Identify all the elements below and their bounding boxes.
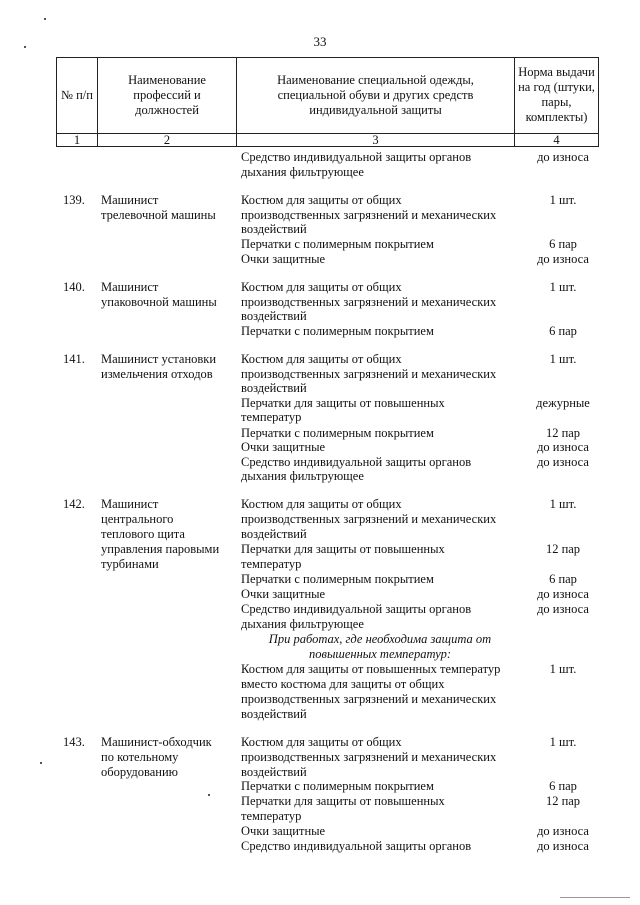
col-number-1: 1 [73, 133, 81, 147]
header-col-profession: Наименование профессий и должностей [128, 72, 206, 117]
row-number: 143. [63, 735, 85, 749]
norm-value: 12 пар [545, 542, 581, 556]
item-line: Очки защитные [241, 440, 326, 454]
item-line: Средство индивидуальной защиты органов [241, 455, 472, 469]
item-line: Перчатки для защиты от повышенных [241, 542, 445, 556]
item-line: Очки защитные [241, 824, 326, 838]
col-number-4: 4 [553, 133, 560, 147]
header-divider [598, 57, 599, 147]
norm-value: 6 пар [549, 237, 577, 251]
profession-line: турбинами [101, 557, 159, 571]
scan-speck [208, 794, 210, 796]
scan-speck [24, 46, 26, 48]
item-line: Средство индивидуальной защиты органов [241, 602, 472, 616]
scan-line [560, 897, 630, 898]
item-line: Перчатки с полимерным покрытием [241, 572, 434, 586]
norm-value: 1 шт. [549, 735, 577, 749]
item-line: Костюм для защиты от общих [241, 735, 402, 749]
profession-line: измельчения отходов [101, 367, 213, 381]
norm-value: 6 пар [549, 324, 577, 338]
item-line: Перчатки с полимерным покрытием [241, 779, 434, 793]
item-line: дыхания фильтрующее [241, 617, 364, 631]
item-line: Средство индивидуальной защиты органов [241, 150, 472, 164]
header-col-number: № п/п [61, 87, 93, 102]
norm-value: 12 пар [545, 426, 581, 440]
norm-value: 6 пар [549, 572, 577, 586]
item-line: Костюм для защиты от общих [241, 193, 402, 207]
item-line: Очки защитные [241, 587, 326, 601]
item-line: Костюм для защиты от общих [241, 352, 402, 366]
norm-value: 1 шт. [549, 280, 577, 294]
norm-value: до износа [537, 587, 589, 601]
norm-value: до износа [537, 150, 589, 164]
norm-value: до износа [537, 602, 589, 616]
item-line: Перчатки с полимерным покрытием [241, 426, 434, 440]
profession-line: трелевочной машины [101, 208, 216, 222]
header-col-norm: Норма выдачи на год (штуки, пары, комплекты) [518, 65, 595, 124]
row-number: 139. [63, 193, 85, 207]
page-number: 33 [313, 34, 327, 49]
profession-line: Машинист-обходчик [101, 735, 212, 749]
norm-value: до износа [537, 455, 589, 469]
profession-line: Машинист [101, 193, 159, 207]
item-line: производственных загрязнений и механических [241, 208, 497, 222]
header-col-items: Наименование специальной одежды, специальной обуви и других средств индивидуальной защиты [277, 72, 474, 117]
profession-line: по котельному [101, 750, 179, 764]
item-line: Костюм для защиты от общих [241, 280, 402, 294]
norm-value: до износа [537, 824, 589, 838]
item-line: воздействий [241, 707, 307, 721]
norm-value: до износа [537, 839, 589, 853]
item-line: температур [241, 809, 302, 823]
item-line: температур [241, 557, 302, 571]
item-line: температур [241, 410, 302, 424]
row-number: 142. [63, 497, 85, 511]
conditional-note: При работах, где необходима защита от повышенных температур: [268, 632, 492, 661]
item-line: вместо костюма для защиты от общих [241, 677, 445, 691]
norm-value: до износа [537, 252, 589, 266]
profession-line: упаковочной машины [101, 295, 217, 309]
table-header [56, 57, 599, 147]
norm-value: дежурные [536, 396, 590, 410]
item-line: Перчатки с полимерным покрытием [241, 237, 434, 251]
norm-value: 12 пар [545, 794, 581, 808]
scan-speck [44, 18, 46, 20]
item-line: дыхания фильтрующее [241, 165, 364, 179]
item-line: дыхания фильтрующее [241, 469, 364, 483]
col-number-3: 3 [372, 133, 379, 147]
col-number-2: 2 [163, 133, 171, 147]
item-line: воздействий [241, 222, 307, 236]
norm-value: 1 шт. [549, 662, 577, 676]
item-line: производственных загрязнений и механических [241, 692, 497, 706]
item-line: Средство индивидуальной защиты органов [241, 839, 472, 853]
item-line: Костюм для защиты от повышенных температур [241, 662, 501, 676]
norm-value: 1 шт. [549, 352, 577, 366]
item-line: Перчатки для защиты от повышенных [241, 396, 445, 410]
profession-line: теплового щита [101, 527, 185, 541]
item-line: Перчатки с полимерным покрытием [241, 324, 434, 338]
profession-line: Машинист установки [101, 352, 217, 366]
scan-speck [40, 762, 42, 764]
profession-line: оборудованию [101, 765, 179, 779]
item-line: производственных загрязнений и механических [241, 512, 497, 526]
item-line: производственных загрязнений и механических [241, 367, 497, 381]
profession-line: центрального [101, 512, 174, 526]
profession-line: управления паровыми [101, 542, 220, 556]
norm-value: 1 шт. [549, 497, 577, 511]
item-line: воздействий [241, 527, 307, 541]
item-line: производственных загрязнений и механических [241, 750, 497, 764]
row-number: 140. [63, 280, 85, 294]
norm-value: до износа [537, 440, 589, 454]
item-line: воздействий [241, 309, 307, 323]
profession-line: Машинист [101, 497, 159, 511]
item-line: Перчатки для защиты от повышенных [241, 794, 445, 808]
item-line: производственных загрязнений и механических [241, 295, 497, 309]
profession-line: Машинист [101, 280, 159, 294]
norm-value: 6 пар [549, 779, 577, 793]
item-line: воздействий [241, 381, 307, 395]
item-line: воздействий [241, 765, 307, 779]
norm-value: 1 шт. [549, 193, 577, 207]
item-line: Очки защитные [241, 252, 326, 266]
row-number: 141. [63, 352, 85, 366]
item-line: Костюм для защиты от общих [241, 497, 402, 511]
